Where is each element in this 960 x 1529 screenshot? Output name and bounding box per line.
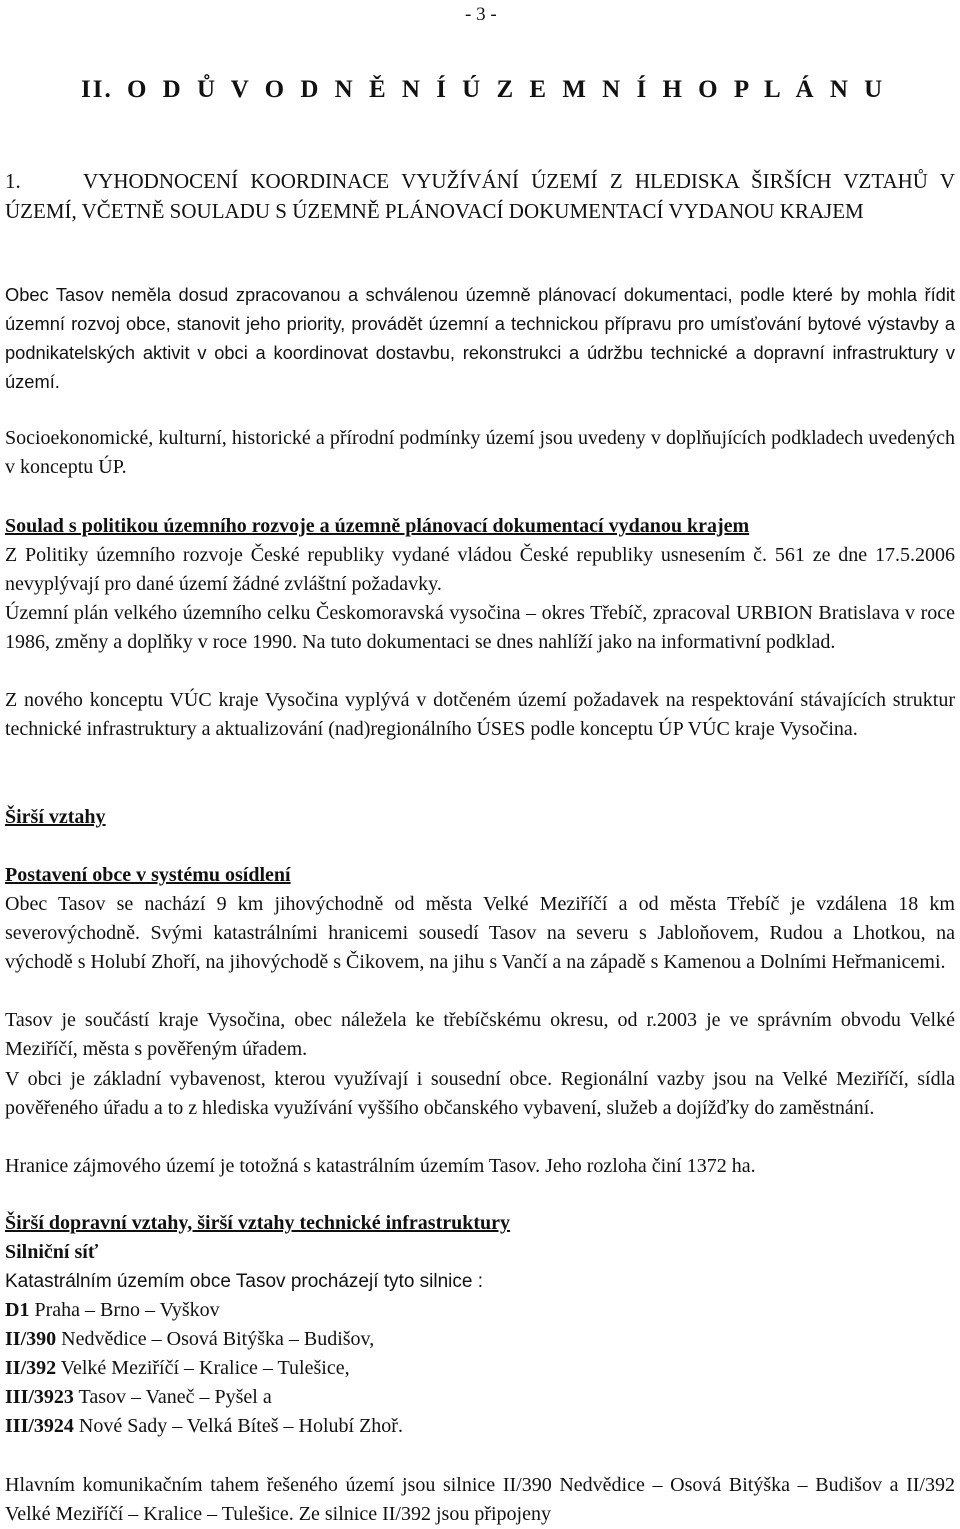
road-code: II/392 xyxy=(5,1357,57,1379)
intro-paragraph: Obec Tasov neměla dosud zpracovanou a schválenou územně plánovací dokumentaci, podle které by mohla řídit územní rozvoj obce, stanovit jeho priority, provádět územní a technickou přípravu pro umísťování bytové výstavby a podnikatelských aktivit v obci a koordinovat dostavbu, rekonstrukci a údržbu technické a dopravní infrastruktury v území. xyxy=(5,284,955,392)
doprava-heading: Širší dopravní vztahy, širší vztahy technické infrastruktury xyxy=(5,1212,511,1234)
road-route: Velké Meziříčí – Kralice – Tulešice, xyxy=(56,1357,350,1379)
road-code: III/3923 xyxy=(5,1386,74,1408)
road-route: Nové Sady – Velká Bíteš – Holubí Zhoř. xyxy=(73,1415,403,1437)
road-route: Praha – Brno – Vyškov xyxy=(29,1299,220,1321)
road-item xyxy=(5,1325,955,1354)
road-code: II/390 xyxy=(5,1328,57,1350)
roads-intro: Katastrálním územím obce Tasov procházejí tyto silnice : xyxy=(5,1271,484,1292)
soulad-paragraph-2: Územní plán velkého územního celku Českomoravská vysočina – okres Třebíč, zpracoval URBION Bratislava v roce 1986, změny a doplňky v roce 1990. Na tuto dokumentaci se dnes nahlíží jako na informativní podklad. xyxy=(5,602,955,653)
road-route: Tasov – Vaneč – Pyšel a xyxy=(73,1386,272,1408)
section-number: 1. xyxy=(5,169,21,193)
roads-outro: Hlavním komunikačním tahem řešeného území jsou silnice II/390 Nedvědice – Osová Bitýška – Budišov a II/392 Velké Meziříčí – Kralice – Tulešice. Ze silnice II/392 jsou připojeny xyxy=(5,1474,955,1525)
sirsi-paragraph-4: Hranice zájmového území je totožná s katastrálním územím Tasov. Jeho rozloha činí 1372 ha. xyxy=(5,1155,756,1177)
soulad-heading: Soulad s politikou územního rozvoje a územně plánovací dokumentací vydanou krajem xyxy=(5,515,750,537)
socio-paragraph: Socioekonomické, kulturní, historické a přírodní podmínky území jsou uvedeny v doplňujících podkladech uvedených v konceptu ÚP. xyxy=(5,427,955,478)
chapter-title: II. O D Ů V O D N Ě N Í Ú Z E M N Í H O P L Á N U xyxy=(81,76,885,103)
sirsi-paragraph-2: Tasov je součástí kraje Vysočina, obec náležela ke třebíčskému okresu, od r.2003 je ve správním obvodu Velké Meziříčí, města s pověřeným úřadem. xyxy=(5,1009,955,1060)
road-item xyxy=(5,1412,955,1441)
soulad-paragraph-1: Z Politiky územního rozvoje České republiky vydané vládou České republiky usnesením č. 561 ze dne 17.5.2006 nevyplývají pro dané území žádné zvláštní požadavky. xyxy=(5,544,955,595)
sirsi-paragraph-1: Obec Tasov se nachází 9 km jihovýchodně od města Velké Meziříčí a od města Třebíč je vzdálena 18 km severovýchodně. Svými katastrálními hranicemi sousedí Tasov na severu s Jabloňovem, Rudou a Lhotkou, na východě s Holubí Zhoří, na jihovýchodě s Čikovem, na jihu s Vančí a na západě s Kamenou a Dolními Heřmanicemi. xyxy=(5,893,955,973)
road-route: Nedvědice – Osová Bitýška – Budišov, xyxy=(56,1328,375,1350)
road-item xyxy=(5,1354,955,1383)
road-code: III/3924 xyxy=(5,1415,74,1437)
road-code: D1 xyxy=(5,1299,30,1321)
section-title xyxy=(5,166,955,226)
silnicni-sit-heading: Silniční síť xyxy=(5,1241,99,1263)
road-item xyxy=(5,1296,955,1325)
page-number: - 3 - xyxy=(465,4,497,25)
sirsi-heading: Širší vztahy xyxy=(5,806,106,828)
section-title-text: VYHODNOCENÍ KOORDINACE VYUŽÍVÁNÍ ÚZEMÍ Z HLEDISKA ŠIRŠÍCH VZTAHŮ V ÚZEMÍ, VČETNĚ SOULADU S ÚZEMNĚ PLÁNOVACÍ DOKUMENTACÍ VYDANOU KRAJEM xyxy=(5,169,955,223)
road-item xyxy=(5,1383,955,1412)
roads-list xyxy=(5,1296,955,1441)
sirsi-paragraph-3: V obci je základní vybavenost, kterou využívají i sousední obce. Regionální vazby jsou na Velké Meziříčí, sídla pověřeného úřadu a to z hlediska využívání vyššího občanského vybavení, služeb a dojížďky do zaměstnání. xyxy=(5,1068,955,1119)
postaveni-heading: Postavení obce v systému osídlení xyxy=(5,864,291,886)
soulad-paragraph-3: Z nového konceptu VÚC kraje Vysočina vyplývá v dotčeném území požadavek na respektování stávajících struktur technické infrastruktury a aktualizování (nad)regionálního ÚSES podle konceptu ÚP VÚC kraje Vysočina. xyxy=(5,689,955,740)
